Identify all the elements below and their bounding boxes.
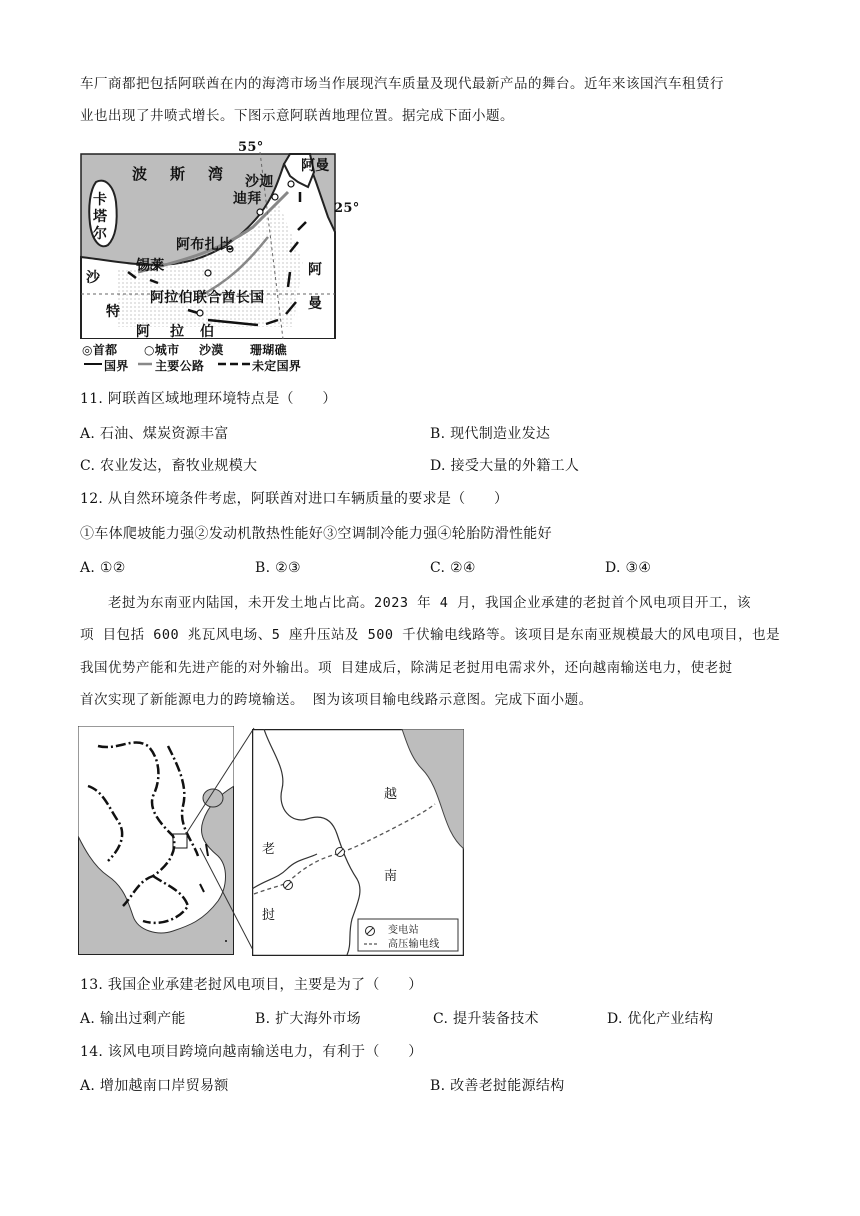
intro1-line2: 业也出现了井喷式增长。下图示意阿联酋地理位置。据完成下面小题。: [80, 108, 514, 124]
gulf-label-2: 斯: [170, 165, 186, 183]
q13-stem: 13. 我国企业承建老挝风电项目，主要是为了（ ）: [80, 977, 423, 993]
qatar-label-1: 卡: [93, 192, 108, 208]
legend-desert: 沙漠: [199, 343, 224, 357]
legend-undetermined-border: 未定国界: [252, 359, 302, 373]
q14-stem: 14. 该风电项目跨境向越南输送电力，有利于（ ）: [80, 1044, 423, 1060]
legend-substation-icon: [366, 927, 375, 936]
transmission-line-map: [252, 729, 464, 956]
lat-label: 25°: [334, 201, 360, 216]
intro1-line1: 车厂商都把包括阿联酋在内的海湾市场当作展现汽车质量及现代最新产品的舞台。近年来该国汽车租赁行: [80, 76, 724, 92]
substation-icon: [284, 881, 293, 890]
legend-substation: 变电站: [388, 925, 419, 936]
intro2-line3: 我国优势产能和先进产能的对外输出。项 目建成后，除满足老挝用电需求外，还向越南输送电力，使老挝: [80, 660, 733, 676]
q12-option-d[interactable]: D. ③④: [605, 560, 652, 576]
uae-label: 阿拉伯联合酋长国: [150, 290, 265, 306]
legend-road: 主要公路: [155, 359, 205, 373]
q13-option-d[interactable]: D. 优化产业结构: [607, 1011, 714, 1027]
arabia-label-1: 阿: [136, 324, 151, 340]
arabia-label-2: 拉: [170, 324, 185, 340]
q11-option-d[interactable]: D. 接受大量的外籍工人: [430, 458, 580, 474]
legend-border: 国界: [104, 359, 129, 373]
oman-right-label-2: 曼: [308, 296, 323, 312]
q12-option-c[interactable]: C. ②④: [430, 560, 476, 576]
q14-option-a[interactable]: A. 增加越南口岸贸易额: [80, 1078, 229, 1094]
dubai-label: 迪拜: [233, 191, 262, 207]
substation-icon: [336, 848, 345, 857]
gulf-label-3: 湾: [208, 165, 224, 183]
q11-option-b[interactable]: B. 现代制造业发达: [430, 426, 551, 442]
q11-option-c[interactable]: C. 农业发达，畜牧业规模大: [80, 458, 258, 474]
xilai-label: 锡莱: [136, 258, 165, 274]
oman-right-label-1: 阿: [308, 262, 323, 278]
lon-label: 55°: [238, 140, 264, 155]
qatar-label-2: 塔: [93, 209, 108, 225]
laos-label-1: 老: [262, 842, 276, 857]
arabia-label-3: 伯: [200, 324, 215, 340]
legend-transmission-line: 高压输电线: [388, 939, 440, 950]
q13-option-c[interactable]: C. 提升装备技术: [433, 1011, 539, 1027]
q13-option-b[interactable]: B. 扩大海外市场: [255, 1011, 361, 1027]
vietnam-label-2: 南: [384, 869, 398, 884]
intro2-line1: 老挝为东南亚内陆国，未开发土地占比高。2023 年 4 月，我国企业承建的老挝首个风电项目开工，该: [108, 595, 752, 611]
saudi-label-2: 特: [106, 304, 121, 320]
inset-connector: [186, 726, 256, 956]
q13-option-a[interactable]: A. 输出过剩产能: [80, 1011, 186, 1027]
laos-label-2: 挝: [262, 908, 276, 923]
intro2-line4: 首次实现了新能源电力的跨境输送。 图为该项目输电线路示意图。完成下面小题。: [80, 692, 593, 708]
q14-option-b[interactable]: B. 改善老挝能源结构: [430, 1078, 565, 1094]
gulf-label-1: 波: [132, 165, 148, 183]
oman-top-label: 阿曼: [301, 158, 330, 174]
q12-option-b[interactable]: B. ②③: [255, 560, 301, 576]
q11-stem: 11. 阿联酋区域地理环境特点是（ ）: [80, 391, 337, 407]
legend-city: ○城市: [144, 343, 180, 357]
q12-option-a[interactable]: A. ①②: [80, 560, 126, 576]
legend-capital: ◎首都: [82, 343, 118, 357]
q11-option-a[interactable]: A. 石油、煤炭资源丰富: [80, 426, 229, 442]
saudi-label-1: 沙: [86, 270, 101, 286]
abudhabi-label: 阿布扎比: [176, 237, 234, 253]
q12-items: ①车体爬坡能力强②发动机散热性能好③空调制冷能力强④轮胎防滑性能好: [80, 526, 552, 542]
qatar-label-3: 尔: [93, 226, 108, 242]
vietnam-label-1: 越: [384, 787, 398, 802]
q12-stem: 12. 从自然环境条件考虑，阿联酋对进口车辆质量的要求是（ ）: [80, 491, 509, 507]
sharjah-label: 沙迦: [245, 174, 274, 190]
intro2-line2: 项 目包括 600 兆瓦风电场、5 座升压站及 500 千伏输电线路等。该项目是东南亚规模最大的风电项目，也是: [80, 627, 781, 643]
legend-coral: 珊瑚礁: [250, 343, 287, 357]
